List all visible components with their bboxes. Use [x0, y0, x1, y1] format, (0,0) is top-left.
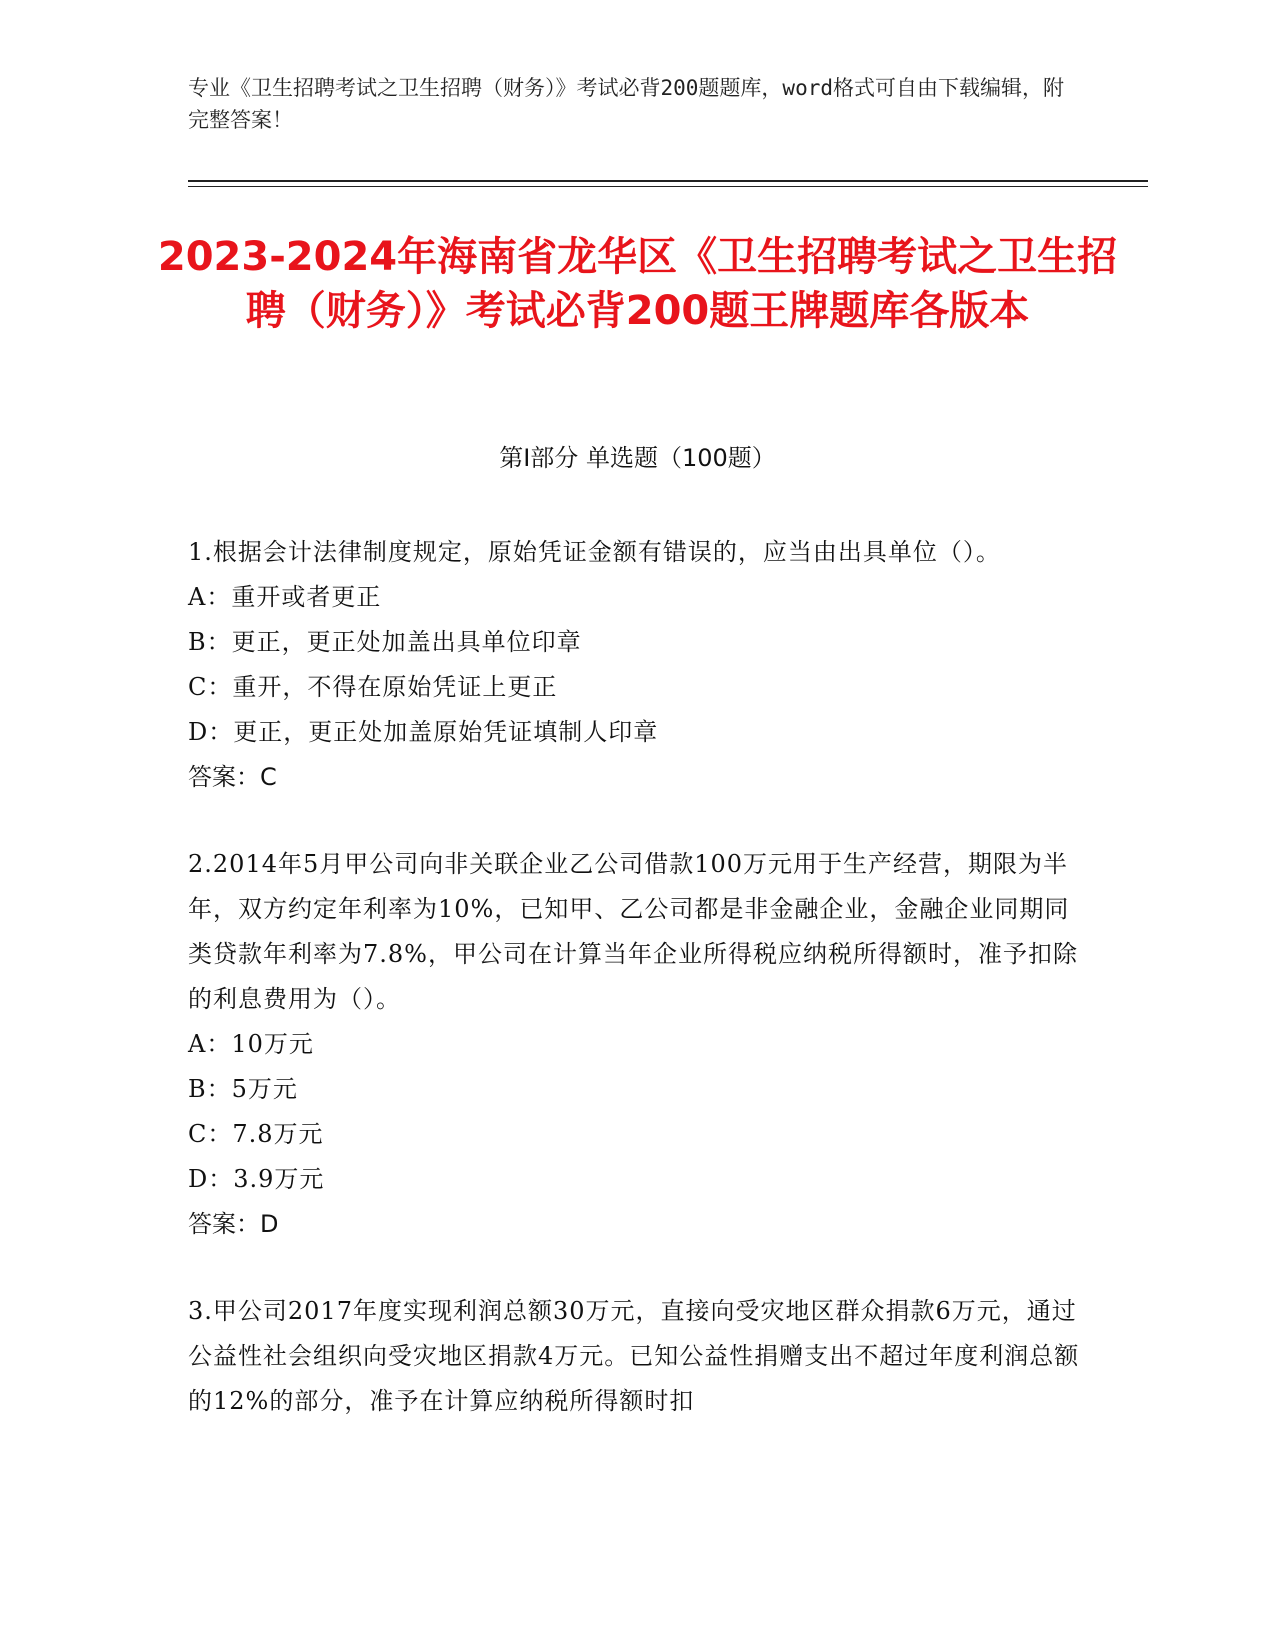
- answer: 答案：C: [188, 763, 277, 791]
- header-rule-thick: [188, 180, 1148, 182]
- option-a: A：重开或者更正: [188, 583, 382, 611]
- question-stem: 3.甲公司2017年度实现利润总额30万元，直接向受灾地区群众捐款6万元，通过公益性社会组织向受灾地区捐款4万元。已知公益性捐赠支出不超过年度利润总额的12%的部分，准予在计算应纳税所得额时扣: [188, 1297, 1080, 1415]
- header-note: 专业《卫生招聘考试之卫生招聘（财务）》考试必背200题题库，word格式可自由下载编辑，附完整答案！: [188, 76, 1064, 132]
- answer: 答案：D: [188, 1210, 279, 1238]
- option-a: A：10万元: [188, 1030, 314, 1058]
- section-heading: 第Ⅰ部分 单选题（100题）: [499, 444, 776, 472]
- option-c: C：重开，不得在原始凭证上更正: [188, 673, 558, 701]
- question-stem: 1.根据会计法律制度规定，原始凭证金额有错误的，应当由出具单位（）。: [188, 538, 1001, 566]
- option-b: B：5万元: [188, 1075, 298, 1103]
- page-title: 2023-2024年海南省龙华区《卫生招聘考试之卫生招聘（财务）》考试必背200题王牌题库各版本: [157, 234, 1118, 334]
- option-b: B：更正，更正处加盖出具单位印章: [188, 628, 582, 656]
- question-item: [188, 1289, 1088, 1424]
- header-rule-thin: [188, 186, 1148, 187]
- option-d: D：更正，更正处加盖原始凭证填制人印章: [188, 718, 659, 746]
- question-item: [188, 842, 1088, 1247]
- option-d: D：3.9万元: [188, 1165, 325, 1193]
- question-list: [188, 530, 1088, 1466]
- question-stem: 2.2014年5月甲公司向非关联企业乙公司借款100万元用于生产经营，期限为半年，双方约定年利率为10%，已知甲、乙公司都是非金融企业，金融企业同期同类贷款年利率为7.8%，甲公司在计算当年企业所得税应纳税所得额时，准予扣除的利息费用为（）。: [188, 850, 1078, 1013]
- option-c: C：7.8万元: [188, 1120, 324, 1148]
- question-item: [188, 530, 1088, 800]
